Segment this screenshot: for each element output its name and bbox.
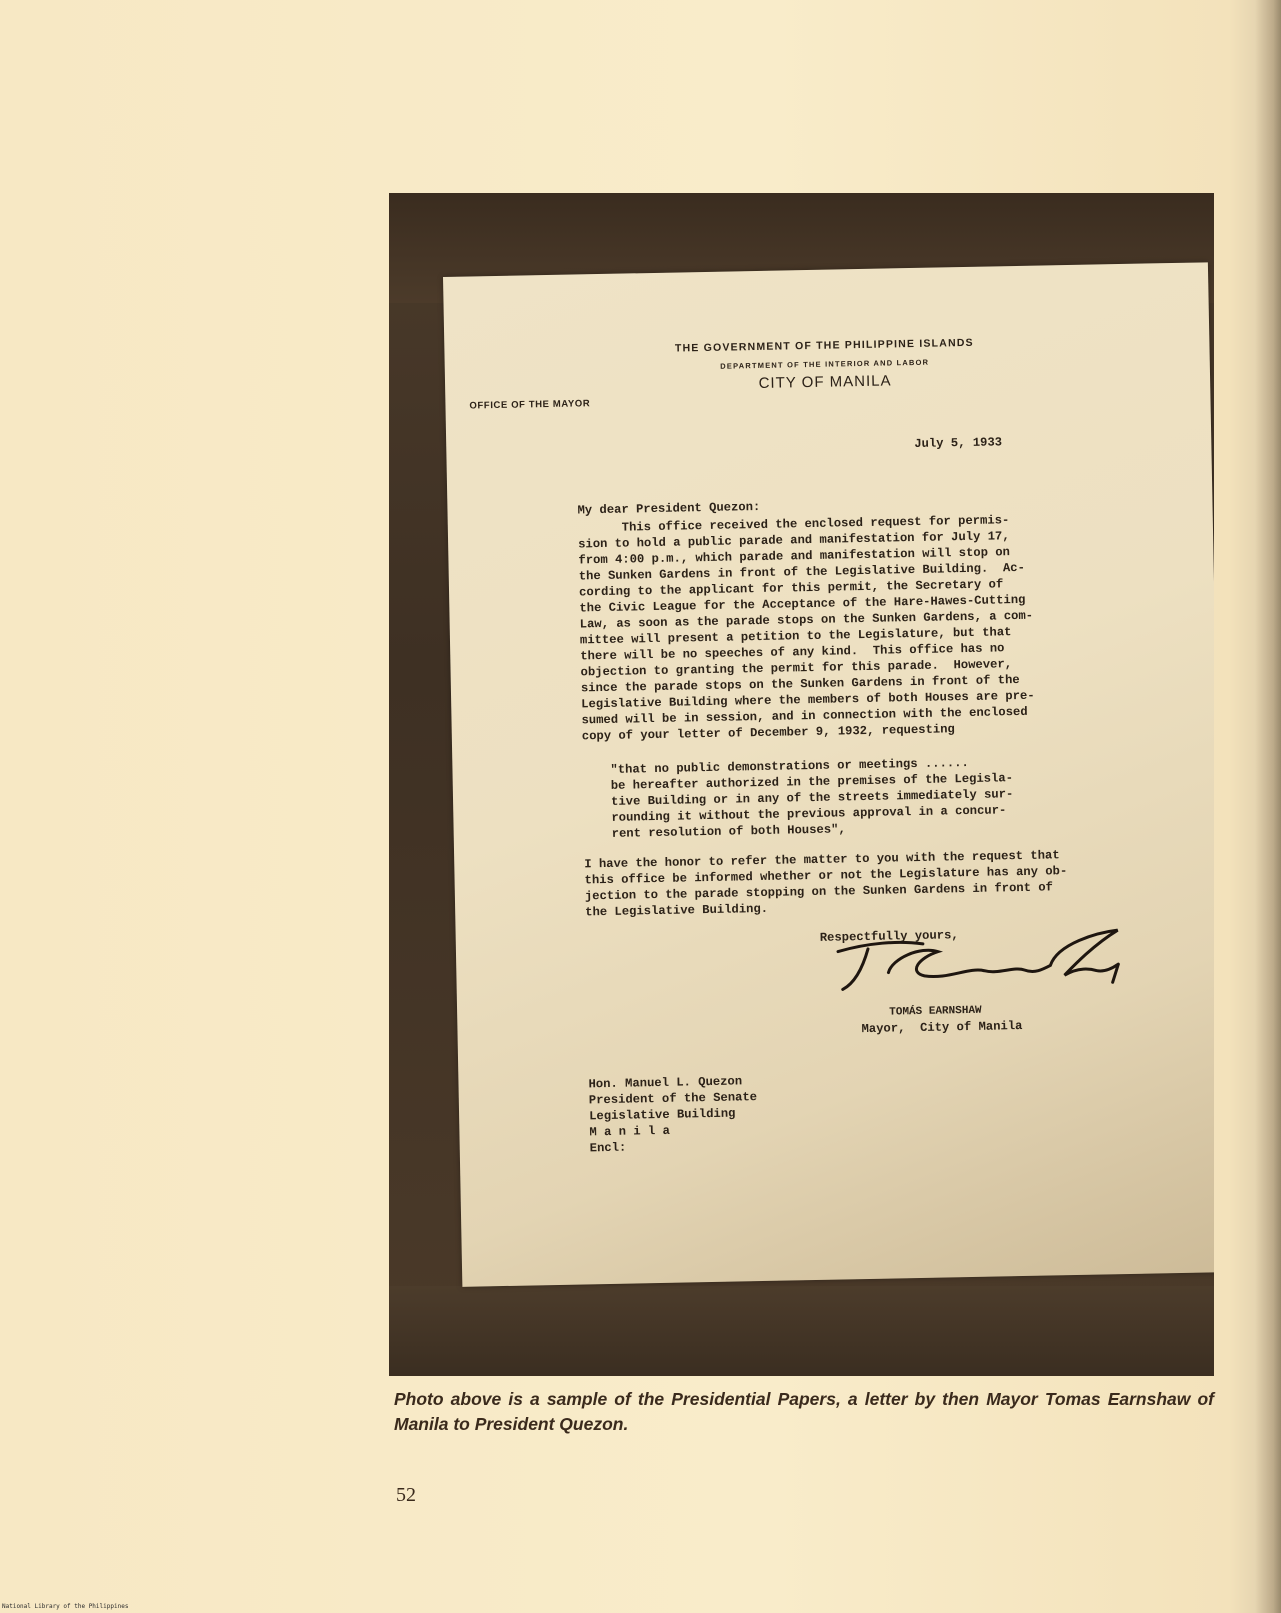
signer-name: TOMÁS EARNSHAW bbox=[889, 1004, 982, 1019]
signer-title: Mayor, City of Manila bbox=[861, 1019, 1023, 1037]
letterhead-government: THE GOVERNMENT OF THE PHILIPPINE ISLANDS bbox=[674, 336, 974, 355]
letter-salutation: My dear President Quezon: bbox=[577, 499, 761, 518]
letter-body: This office received the enclosed request for permis- sion to hold a public parade and manifestation for July 17, from 4:00 p.m., which parade and manifestation will stop on the Sunken Gardens in front of the Legislative Building. Ac- cording to the applicant for this permit, the Secretary of the Civic League for the Acceptance of the Hare-Hawes-Cutting Law, as soon as the parade stops on the Sunken Gardens, a com- mittee will present a petition to the Legislature, but that there will be no speeches of any kind. This office has no objection to granting the permit for this parade. However, since the parade stops on the Sunken Gardens in front of the Legislative Building where the members of both Houses are pre- sumed will be in session, and in connection with the enclosed copy of your letter of December 9, 1932, requesting bbox=[577, 513, 1035, 744]
letter-date: July 5, 1933 bbox=[914, 435, 1003, 451]
letter-closing: I have the honor to refer the matter to you with the request that this office be informed whether or not the Legislature has any ob- jection to the parade stopping on the Sunken Gardens in front of the Legislative Building. bbox=[584, 848, 1068, 920]
photo-background-bottom bbox=[389, 1286, 1214, 1376]
footer-credit: National Library of the Philippines bbox=[2, 1603, 129, 1610]
letter-sheet bbox=[443, 262, 1214, 1286]
handwritten-signature bbox=[828, 924, 1129, 1000]
page-spine-shadow bbox=[1255, 0, 1281, 1613]
letterhead-department: DEPARTMENT OF THE INTERIOR AND LABOR bbox=[720, 357, 930, 371]
letterhead-city: CITY OF MANILA bbox=[758, 372, 892, 392]
letterhead-office: OFFICE OF THE MAYOR bbox=[469, 398, 591, 412]
letter-regards: Respectfully yours, bbox=[819, 928, 959, 945]
recipient-address: Hon. Manuel L. Quezon President of the Senate Legislative Building M a n i l a Encl: bbox=[588, 1074, 758, 1156]
page-number: 52 bbox=[396, 1484, 416, 1506]
letter-photograph bbox=[389, 193, 1214, 1376]
letter-quote: "that no public demonstrations or meetings ...... be hereafter authorized in the premises of the Legisla- tive Building or in any of the streets immediately sur- rounding it without the previous approval in a concur- rent resolution of both Houses", bbox=[610, 755, 1014, 841]
photo-caption: Photo above is a sample of the Presidential Papers, a letter by then Mayor Tomas Earnshaw of Manila to President Quezon. bbox=[394, 1389, 1214, 1434]
